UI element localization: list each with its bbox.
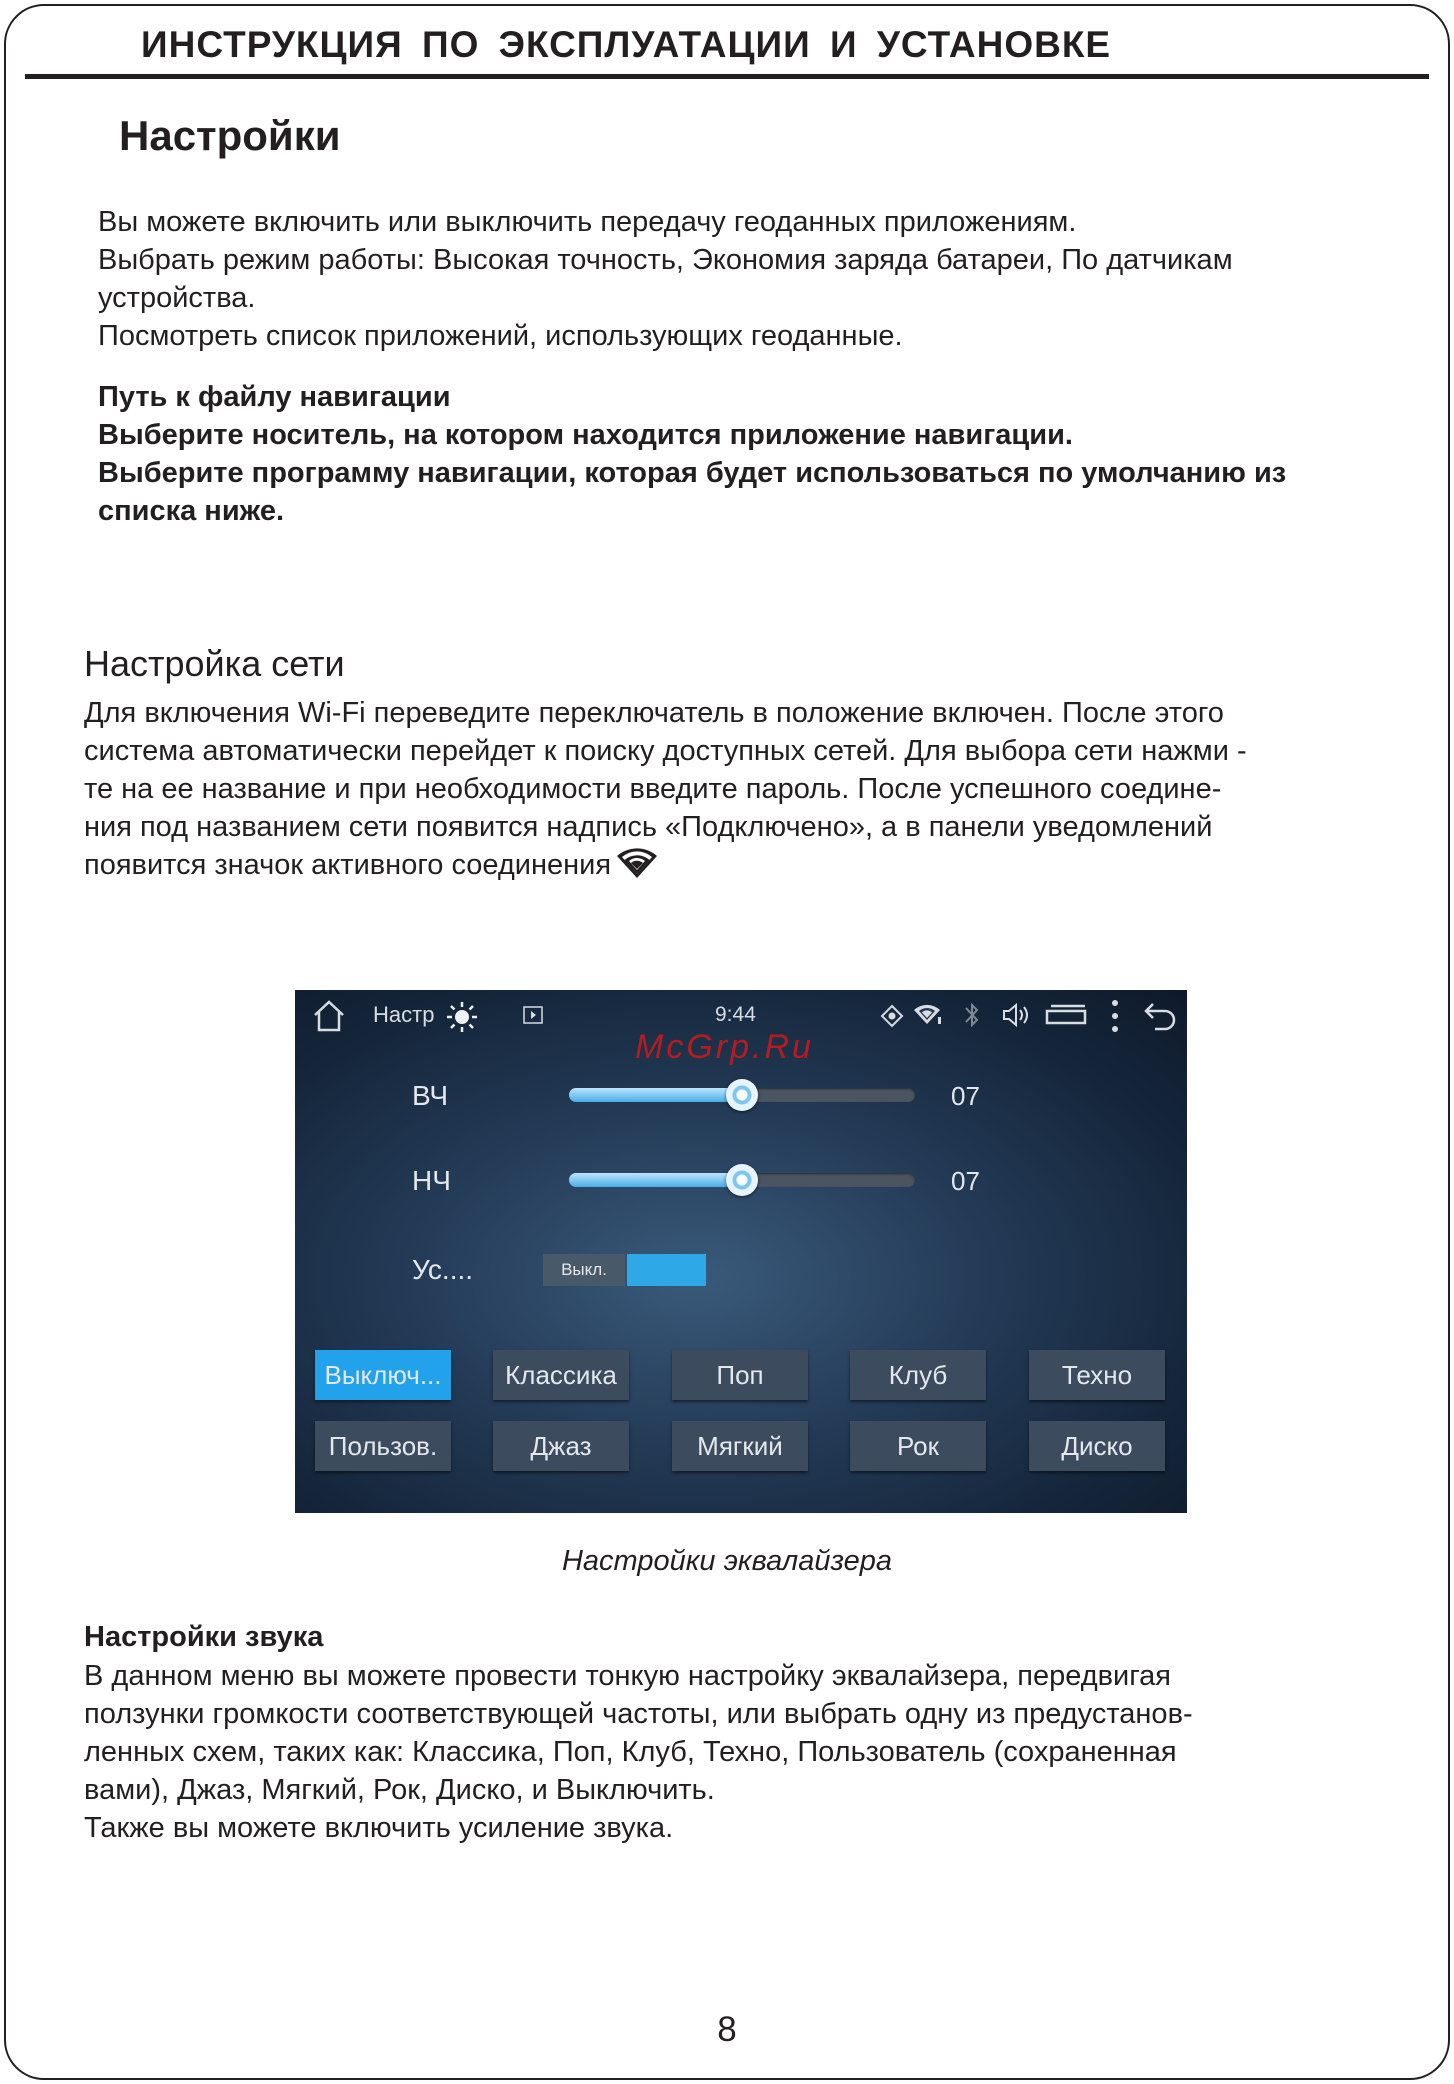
media-icon [523,1006,543,1024]
location-icon [880,1004,904,1028]
preset-button[interactable]: Клуб [850,1350,986,1400]
geo-line: Вы можете включить или выключить передачу геоданных приложениям. [98,206,1077,238]
network-line [84,846,1247,884]
app-title: Настр [373,1002,435,1027]
network-line: система автоматически перейдет к поиску доступных сетей. Для выбора сети нажми - [84,735,1247,767]
bass-label: НЧ [412,1165,451,1196]
sound-paragraph [84,1657,1193,1847]
network-line: ния под названием сети появится надпись «Подключено», а в панели уведомлений [84,811,1213,843]
network-paragraph [84,694,1247,884]
sound-line: ползунки громкости соответствующей частоты, или выбрать одну из предустанов- [84,1698,1193,1730]
brightness-icon[interactable] [445,1000,479,1034]
volume-icon[interactable] [1001,1002,1033,1028]
network-line: те на ее название и при необходимости введите пароль. После успешного соедине- [84,773,1222,805]
preset-button[interactable]: Выключ... [315,1350,451,1400]
preset-button[interactable]: Классика [493,1350,629,1400]
preset-button[interactable]: Поп [672,1350,808,1400]
geo-paragraph [98,203,1233,355]
wifi-status-icon [913,1000,945,1028]
wifi-icon [615,846,659,880]
treble-label: ВЧ [412,1080,449,1111]
equalizer-screenshot [295,990,1187,1513]
geo-line: Посмотреть список приложений, использующих геоданные. [98,320,903,352]
preset-button[interactable]: Рок [850,1421,986,1471]
treble-slider[interactable] [569,1088,915,1102]
bluetooth-icon [963,1000,981,1030]
bass-slider-fill [569,1173,742,1187]
nav-line: списка ниже. [98,495,285,527]
treble-value: 07 [951,1081,980,1111]
geo-line: устройства. [98,282,256,314]
back-icon[interactable] [1141,998,1181,1034]
treble-slider-fill [569,1088,742,1102]
network-title: Настройка сети [84,643,345,684]
network-line-text: появится значок активного соединения [84,849,612,881]
preset-button[interactable]: Пользов. [315,1421,451,1471]
window-icon[interactable] [1043,1002,1089,1030]
section-title: Настройки [119,112,341,159]
nav-line: Выберите программу навигации, которая будет использоваться по умолчанию из [98,457,1287,489]
header-rule [25,74,1429,79]
bass-value: 07 [951,1166,980,1196]
bass-slider[interactable] [569,1173,915,1187]
treble-slider-knob[interactable] [726,1079,758,1111]
sound-line: вами), Джаз, Мягкий, Рок, Диско, и Выключить. [84,1774,715,1806]
page-number: 8 [717,2010,737,2049]
sound-line: В данном меню вы можете провести тонкую настройку эквалайзера, передвигая [84,1660,1171,1692]
clock: 9:44 [715,1003,756,1026]
loudness-toggle[interactable] [543,1254,706,1286]
home-icon[interactable] [311,998,347,1034]
toggle-off-label: Выкл. [543,1254,625,1286]
loudness-label: Ус.... [412,1254,474,1285]
network-line: Для включения Wi-Fi переведите переключатель в положение включен. После этого [84,697,1224,729]
watermark: McGrp.Ru [635,1028,814,1066]
nav-line: Путь к файлу навигации [98,381,451,413]
sound-line: Также вы можете включить усиление звука. [84,1812,674,1844]
bass-slider-knob[interactable] [726,1164,758,1196]
preset-button[interactable]: Диско [1029,1421,1165,1471]
figure-caption: Настройки эквалайзера [561,1545,893,1577]
more-menu-icon[interactable] [1109,996,1121,1036]
toggle-on-segment [627,1254,706,1286]
header-title: ИНСТРУКЦИЯ ПО ЭКСПЛУАТАЦИИ И УСТАНОВКЕ [141,24,1112,65]
preset-button[interactable]: Мягкий [672,1421,808,1471]
preset-button[interactable]: Техно [1029,1350,1165,1400]
nav-paragraph [98,378,1286,530]
geo-line: Выбрать режим работы: Высокая точность, Экономия заряда батареи, По датчикам [98,244,1233,276]
sound-title: Настройки звука [84,1621,324,1653]
nav-line: Выберите носитель, на котором находится приложение навигации. [98,419,1073,451]
preset-button[interactable]: Джаз [493,1421,629,1471]
sound-line: ленных схем, таких как: Классика, Поп, Клуб, Техно, Пользователь (сохраненная [84,1736,1177,1768]
